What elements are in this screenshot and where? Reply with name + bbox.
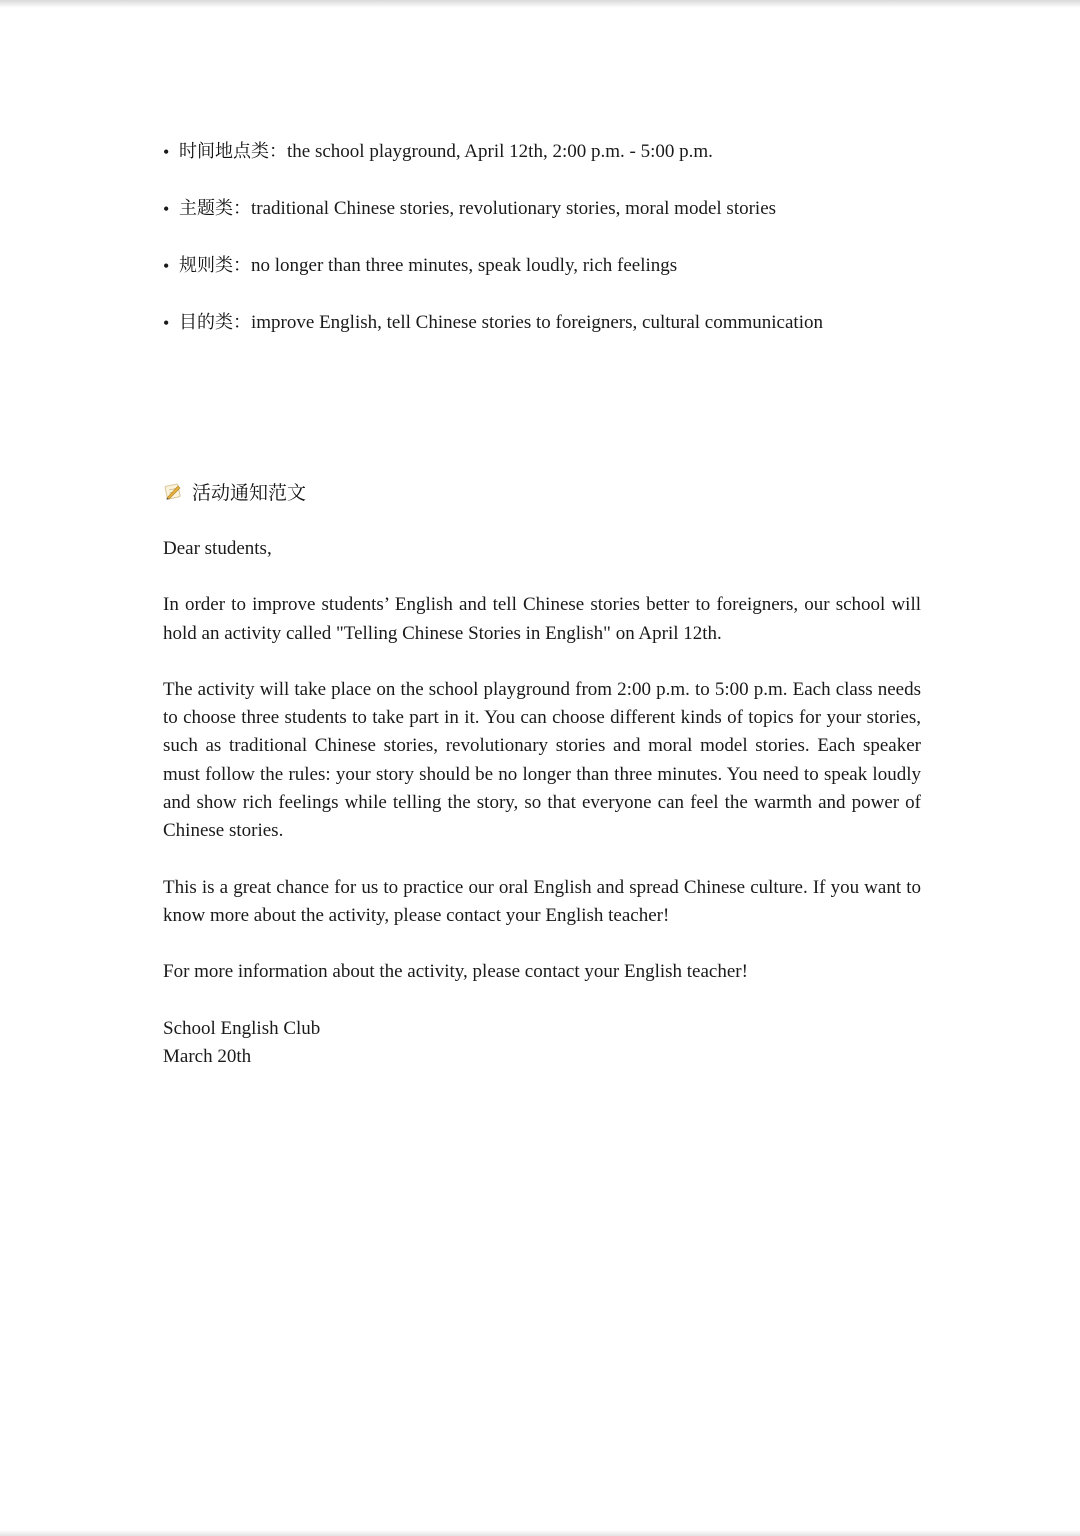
letter-paragraph-3: This is a great chance for us to practice our oral English and spread Chinese culture. If you want to know more about the activity, please contact your English teacher! bbox=[163, 876, 921, 926]
bullet-label: 目的类： bbox=[179, 312, 251, 333]
bullet-text: no longer than three minutes, speak loudly, rich feelings bbox=[251, 255, 678, 276]
bullet-icon: • bbox=[163, 256, 170, 276]
bullet-label: 规则类： bbox=[179, 255, 251, 276]
bullet-icon: • bbox=[163, 142, 170, 162]
letter-date: March 20th bbox=[163, 1045, 252, 1067]
bullet-label: 时间地点类： bbox=[179, 141, 287, 162]
bullet-text: traditional Chinese stories, revolutionary stories, moral model stories bbox=[251, 198, 777, 219]
letter-paragraph-4: For more information about the activity, please contact your English teacher! bbox=[163, 961, 748, 983]
letter-paragraph-1: In order to improve students’ English and tell Chinese stories better to foreigners, our school will hold an activity called "Telling Chinese Stories in English" on April 12th. bbox=[163, 594, 921, 644]
list-item bbox=[163, 136, 923, 193]
bullet-text: the school playground, April 12th, 2:00 p.m. - 5:00 p.m. bbox=[287, 141, 713, 162]
list-item bbox=[163, 250, 923, 307]
sample-letter bbox=[163, 535, 921, 1071]
list-item bbox=[163, 193, 923, 250]
letter-paragraph-2: The activity will take place on the school playground from 2:00 p.m. to 5:00 p.m. Each class needs to choose three students to take part in it. You can choose different kinds of topics for your stories, such as traditional Chinese stories, revolutionary stories and moral model stories. Each speaker must follow the rules: your story should be no longer than three minutes. You need to speak loudly and show rich feelings while telling the story, so that everyone can feel the warmth and power of Chinese stories. bbox=[163, 678, 921, 842]
bullet-text: improve English, tell Chinese stories to foreigners, cultural communication bbox=[251, 312, 823, 333]
bullet-icon: • bbox=[163, 313, 170, 333]
page-bottom-edge bbox=[0, 1530, 1080, 1536]
keyword-list bbox=[163, 136, 923, 364]
page-top-edge bbox=[0, 0, 1080, 8]
letter-signature: School English Club bbox=[163, 1017, 321, 1039]
memo-icon bbox=[163, 481, 183, 501]
letter-greeting: Dear students, bbox=[163, 538, 272, 559]
bullet-icon: • bbox=[163, 199, 170, 219]
bullet-label: 主题类： bbox=[179, 198, 251, 219]
section-title: 活动通知范文 bbox=[192, 481, 307, 504]
section-heading bbox=[163, 476, 306, 506]
list-item bbox=[163, 307, 923, 364]
